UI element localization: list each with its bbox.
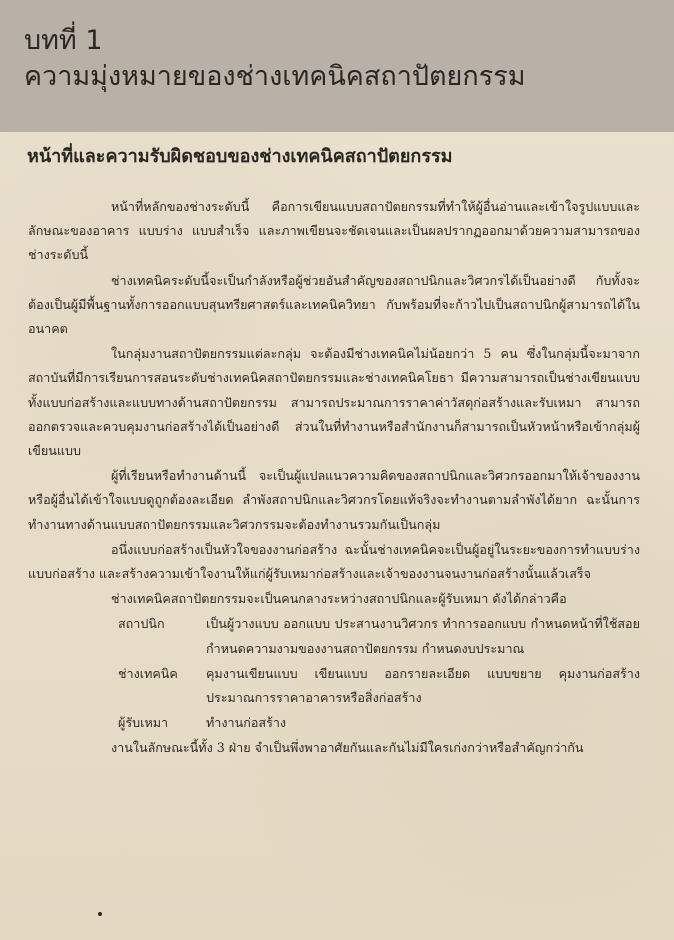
definition-item-contractor	[118, 711, 640, 735]
closing-paragraph: งานในลักษณะนี้ทั้ง 3 ฝ่าย จำเป็นพึ่งพาอาศัยกันและกันไม่มีใครเก่งกว่าหรือสำคัญกว่ากัน	[111, 740, 584, 756]
page-mark	[98, 912, 102, 916]
definition-description: คุมงานเขียนแบบ เขียนแบบ ออกรายละเอียด แบบขยาย คุมงานก่อสร้าง ประมาณการราคาอาคารหรือสิ่งก่อสร้าง	[206, 665, 640, 706]
definition-term: ช่างเทคนิค	[118, 665, 178, 681]
definition-item-technician	[118, 662, 640, 710]
definition-description: ทำงานก่อสร้าง	[206, 715, 287, 731]
chapter-title: ความมุ่งหมายของช่างเทคนิคสถาปัตยกรรม	[24, 61, 526, 92]
paragraph: ช่างเทคนิคสถาปัตยกรรมจะเป็นคนกลางระหว่างสถาปนิกและผู้รับเหมา ดังได้กล่าวคือ	[111, 591, 567, 607]
paragraph: ในกลุ่มงานสถาปัตยกรรมแต่ละกลุ่ม จะต้องมีช่างเทคนิคไม่น้อยกว่า 5 คน ซึ่งในกลุ่มนี้จะมาจากสถาบันที่มีการเรียนการสอนระดับช่างเทคนิคสถาปัตยกรรมและช่างเทคนิคโยธา มีความสามารถเป็นช่างเขียนแบบทั้งแบบก่อสร้างและแบบทางด้านสถาปัตยกรรม สามารถประมาณการราคาค่าวัสดุก่อสร้างและรับเหมา สามารถออกตรวจและควบคุมงานก่อสร้างได้เป็นอย่างดี ส่วนในที่ทำงานหรือสำนักงานก็สามารถเป็นหัวหน้าหรือเข้ากลุ่มผู้เขียนแบบ	[28, 346, 640, 459]
paragraph: หน้าที่หลักของช่างระดับนี้ คือการเขียนแบบสถาปัตยกรรมที่ทำให้ผู้อื่นอ่านและเข้าใจรูปแบบและลักษณะของอาคาร แบบร่าง แบบสำเร็จ และภาพเขียนจะชัดเจนและเป็นผลปรากฏออกมาด้วยความสามารถของช่างระดับนี้	[28, 199, 640, 263]
chapter-number: บทที่ 1	[24, 25, 103, 56]
paragraph: ผู้ที่เรียนหรือทำงานด้านนี้ จะเป็นผู้แปลแนวความคิดของสถาปนิกและวิศวกรออกมาให้เจ้าของงานหรือผู้อื่นได้เข้าใจแบบดูถูกต้องละเอียด ลำพังสถาปนิกและวิศวกรโดยแท้จริงจะทำงานตามลำพังได้ยาก ฉะนั้นการทำงานทางด้านแบบสถาปัตยกรรมและวิศวกรรมจะต้องทำงานรวมกันเป็นกลุ่ม	[28, 468, 640, 532]
definition-term: ผู้รับเหมา	[118, 715, 169, 731]
paragraph: ช่างเทคนิคระดับนี้จะเป็นกำลังหรือผู้ช่วยอันสำคัญของสถาปนิกและวิศวกรได้เป็นอย่างดี กับทั้งจะต้องเป็นผู้มีพื้นฐานทั้งการออกแบบสุนทรียศาสตร์และเทคนิควิทยา กับพร้อมที่จะก้าวไปเป็นสถาปนิกผู้สามารถได้ในอนาคต	[28, 272, 640, 337]
definition-description: เป็นผู้วางแบบ ออกแบบ ประสานงานวิศวกร ทำการออกแบบ กำหนดหน้าที่ใช้สอย กำหนดความงามของงานสถาปัตยกรรม กำหนดงบประมาณ	[206, 616, 640, 656]
body-text	[28, 195, 640, 762]
definition-term: สถาปนิก	[118, 616, 165, 632]
paragraph: อนึ่งแบบก่อสร้างเป็นหัวใจของงานก่อสร้าง ฉะนั้นช่างเทคนิคจะเป็นผู้อยู่ในระยะของการทำแบบร่าง แบบก่อสร้าง และสร้างความเข้าใจงานให้แก่ผู้รับเหมาก่อสร้างและเจ้าของงานจนงานก่อสร้างนั้นแล้วเสร็จ	[28, 541, 640, 582]
definition-item-architect	[118, 612, 640, 660]
section-title: หน้าที่และความรับผิดชอบของช่างเทคนิคสถาปัตยกรรม	[27, 146, 453, 167]
